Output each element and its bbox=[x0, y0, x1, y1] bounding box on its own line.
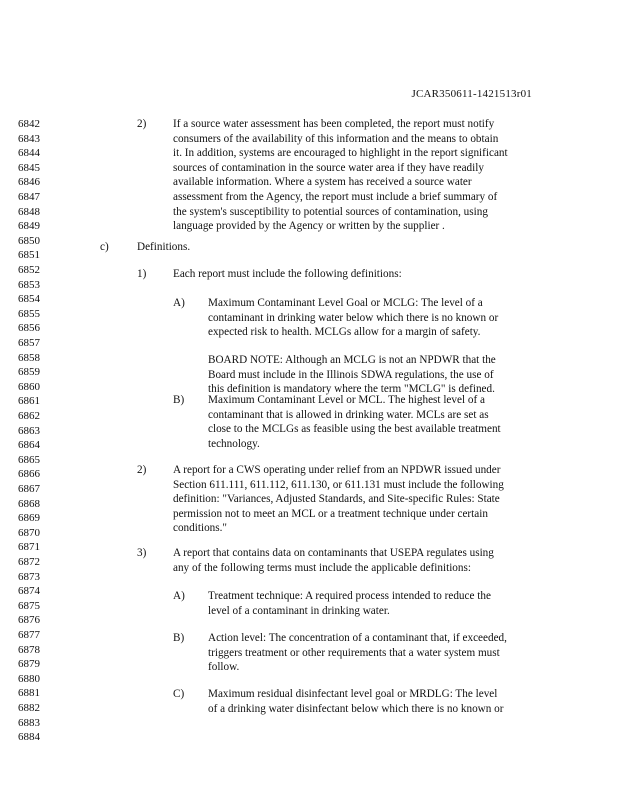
line-number: 6873 bbox=[18, 570, 40, 583]
section-heading: Definitions. bbox=[137, 241, 191, 253]
line-number: 6856 bbox=[18, 322, 40, 335]
text-line: Action level: The concentration of a contaminant that, if exceeded, bbox=[208, 632, 507, 644]
line-number: 6861 bbox=[18, 395, 40, 408]
line-number: 6845 bbox=[18, 161, 40, 174]
text-line: Maximum Contaminant Level Goal or MCLG: The level of a bbox=[208, 297, 483, 309]
text-line: Maximum residual disinfectant level goal or MRDLG: The level bbox=[208, 688, 498, 700]
board-note-line: Board must include in the Illinois SDWA regulations, the use of bbox=[208, 368, 494, 381]
line-number: 6843 bbox=[18, 132, 40, 145]
line-number: 6883 bbox=[18, 716, 40, 729]
text-line: contaminant that is allowed in drinking water. MCLs are set as bbox=[208, 408, 489, 421]
line-number: 6867 bbox=[18, 483, 40, 495]
text-line: If a source water assessment has been completed, the report must notify bbox=[173, 118, 495, 130]
text-line: it. In addition, systems are encouraged to highlight in the report significant bbox=[173, 147, 508, 160]
line-number: 6870 bbox=[18, 526, 40, 539]
line-number: 6849 bbox=[18, 220, 40, 233]
text-line: conditions." bbox=[173, 522, 227, 535]
line-number: 6862 bbox=[18, 410, 40, 422]
text-line: Treatment technique: A required process intended to reduce the bbox=[208, 590, 491, 602]
subitem-marker: C) bbox=[173, 688, 185, 700]
item-marker: 3) bbox=[137, 547, 147, 559]
line-number: 6853 bbox=[18, 278, 40, 291]
subitem-marker: B) bbox=[173, 632, 185, 644]
line-number: 6865 bbox=[18, 453, 40, 466]
text-line: definition: "Variances, Adjusted Standards, and Site-specific Rules: State bbox=[173, 493, 500, 506]
text-line: Section 611.111, 611.112, 611.130, or 611.131 must include the following bbox=[173, 478, 504, 491]
text-line: Maximum Contaminant Level or MCL. The highest level of a bbox=[208, 394, 485, 406]
line-number: 6857 bbox=[18, 337, 40, 349]
line-number: 6882 bbox=[18, 702, 40, 714]
line-number: 6874 bbox=[18, 585, 40, 598]
line-number: 6869 bbox=[18, 512, 40, 525]
text-line: expected risk to health. MCLGs allow for a margin of safety. bbox=[208, 326, 481, 339]
document-id: JCAR350611-1421513r01 bbox=[411, 88, 532, 100]
text-line: of a drinking water disinfectant below which there is no known or bbox=[208, 702, 504, 715]
line-number: 6851 bbox=[18, 249, 40, 262]
line-number: 6881 bbox=[18, 687, 40, 700]
text-line: close to the MCLGs as feasible using the best available treatment bbox=[208, 423, 501, 436]
item-marker: 2) bbox=[137, 464, 147, 476]
line-number: 6878 bbox=[18, 643, 40, 656]
subitem-marker: A) bbox=[173, 590, 185, 602]
subitem-marker: B) bbox=[173, 394, 185, 406]
text-line: consumers of the availability of this information and the means to obtain bbox=[173, 132, 499, 145]
item-marker: 2) bbox=[137, 118, 147, 130]
line-number: 6855 bbox=[18, 307, 40, 320]
line-number: 6846 bbox=[18, 176, 40, 189]
line-number: 6866 bbox=[18, 468, 40, 481]
text-line: sources of contamination in the source water area if they have readily bbox=[173, 161, 484, 174]
line-number: 6847 bbox=[18, 191, 40, 203]
text-line: triggers treatment or other requirements that a water system must bbox=[208, 646, 500, 659]
text-line: available information. Where a system has received a source water bbox=[173, 176, 472, 189]
text-line: language provided by the Agency or written by the supplier . bbox=[173, 220, 445, 233]
line-number: 6872 bbox=[18, 556, 40, 568]
section-marker: c) bbox=[100, 241, 109, 253]
line-number: 6879 bbox=[18, 658, 40, 671]
line-number: 6884 bbox=[18, 731, 40, 744]
line-number: 6859 bbox=[18, 366, 40, 379]
text-line: follow. bbox=[208, 661, 240, 674]
line-number: 6854 bbox=[18, 293, 40, 306]
line-number: 6868 bbox=[18, 497, 40, 510]
line-number: 6844 bbox=[18, 147, 40, 160]
text-line: Each report must include the following definitions: bbox=[173, 268, 402, 280]
text-line: technology. bbox=[208, 437, 260, 450]
line-number: 6850 bbox=[18, 234, 40, 247]
line-number: 6871 bbox=[18, 541, 40, 554]
text-line: permission not to meet an MCL or a treatment technique under certain bbox=[173, 507, 488, 520]
line-number: 6864 bbox=[18, 439, 40, 452]
board-note-line: this definition is mandatory where the term "MCLG" is defined. bbox=[208, 383, 495, 396]
line-number: 6842 bbox=[18, 118, 40, 130]
line-number: 6880 bbox=[18, 672, 40, 685]
line-number: 6875 bbox=[18, 599, 40, 612]
line-number: 6860 bbox=[18, 380, 40, 393]
subitem-marker: A) bbox=[173, 297, 185, 309]
line-number: 6863 bbox=[18, 424, 40, 437]
text-line: the system's susceptibility to potential sources of contamination, using bbox=[173, 205, 488, 218]
text-line: any of the following terms must include the applicable definitions: bbox=[173, 561, 471, 574]
board-note-line: BOARD NOTE: Although an MCLG is not an NPDWR that the bbox=[208, 354, 496, 366]
text-line: A report for a CWS operating under relief from an NPDWR issued under bbox=[173, 464, 501, 476]
item-marker: 1) bbox=[137, 268, 147, 280]
line-number: 6852 bbox=[18, 264, 40, 276]
line-number: 6848 bbox=[18, 205, 40, 218]
line-number: 6876 bbox=[18, 614, 40, 627]
text-line: A report that contains data on contaminants that USEPA regulates using bbox=[173, 547, 494, 559]
text-line: contaminant in drinking water below which there is no known or bbox=[208, 311, 499, 324]
text-line: level of a contaminant in drinking water. bbox=[208, 604, 390, 617]
line-number: 6858 bbox=[18, 351, 40, 364]
line-number: 6877 bbox=[18, 629, 40, 641]
text-line: assessment from the Agency, the report must include a brief summary of bbox=[173, 191, 498, 203]
